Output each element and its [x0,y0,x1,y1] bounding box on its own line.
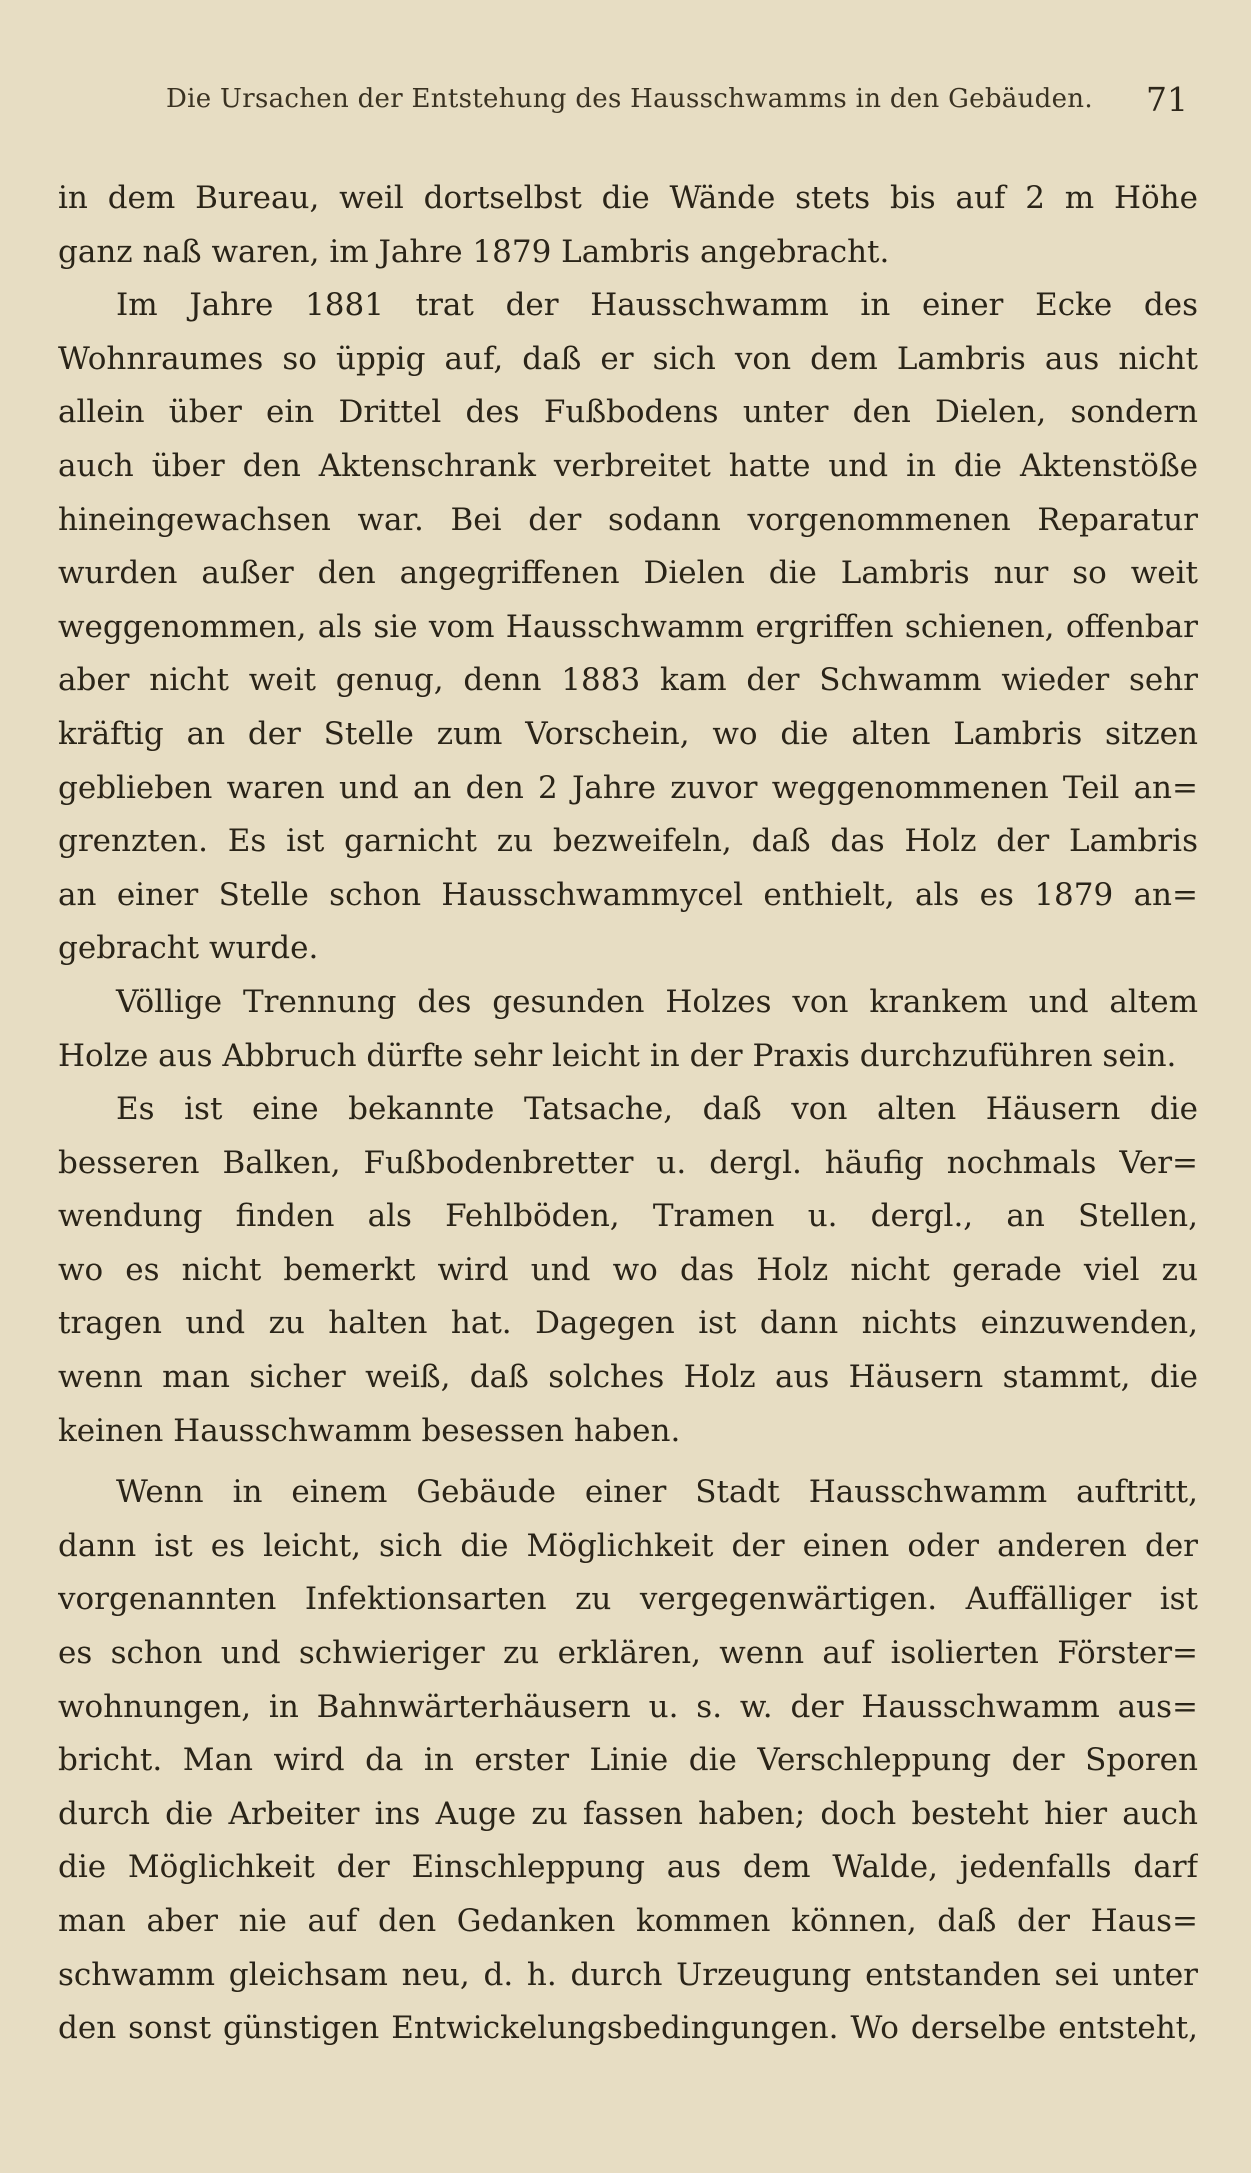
text-line: an einer Stelle schon Hausschwammycel enthielt, als es 1879 an= [58,876,1198,913]
text-line: Es ist eine bekannte Tatsache, daß von alten Häusern die [116,1091,1198,1128]
paragraph [58,1083,1198,1458]
paragraph [58,976,1198,1083]
text-line: wohnungen, in Bahnwärterhäusern u. s. w. der Hausschwamm aus= [58,1688,1198,1725]
paragraph-gap [58,1458,1198,1466]
body-text [58,172,1198,2056]
text-line: gebracht wurde. [58,930,319,967]
text-line: man aber nie auf den Gedanken kommen können, daß der Haus= [58,1903,1198,1939]
text-line: hineingewachsen war. Bei der sodann vorgenommenen Reparatur [58,501,1198,538]
text-line: auch über den Aktenschrank verbreitet hatte und in die Aktenstöße [58,447,1198,484]
text-line: den sonst günstigen Entwickelungsbedingungen. Wo derselbe entsteht, [58,2010,1198,2047]
text-line: ganz naß waren, im Jahre 1879 Lambris angebracht. [58,233,890,270]
text-line: es schon und schwieriger zu erklären, wenn auf isolierten Förster= [58,1635,1198,1672]
text-line: die Möglichkeit der Einschleppung aus dem Walde, jedenfalls darf [58,1849,1198,1886]
text-line: wo es nicht bemerkt wird und wo das Holz nicht gerade viel zu [58,1251,1198,1288]
paragraph [58,279,1198,976]
text-line: in dem Bureau, weil dortselbst die Wände stets bis auf 2 m Höhe [58,180,1198,216]
text-line: wurden außer den angegriffenen Dielen die Lambris nur so weit [58,555,1198,592]
text-line: geblieben waren und an den 2 Jahre zuvor weggenommenen Teil an= [58,769,1198,806]
page-number: 71 [1146,80,1188,119]
text-line: kräftig an der Stelle zum Vorschein, wo die alten Lambris sitzen [58,715,1198,752]
running-title: Die Ursachen der Entstehung des Hausschwamms in den Gebäuden. [166,84,1093,114]
paragraph [58,172,1198,279]
text-line: schwamm gleichsam neu, d. h. durch Urzeugung entstanden sei unter [58,1956,1198,1993]
text-line: grenzten. Es ist garnicht zu bezweifeln, daß das Holz der Lambris [58,823,1198,860]
text-line: Wohnraumes so üppig auf, daß er sich von dem Lambris aus nicht [58,340,1198,377]
text-line: weggenommen, als sie vom Hausschwamm ergriffen schienen, offenbar [58,608,1198,645]
text-line: dann ist es leicht, sich die Möglichkeit der einen oder anderen der [58,1527,1198,1564]
text-line: durch die Arbeiter ins Auge zu fassen haben; doch besteht hier auch [58,1795,1198,1832]
paragraph [58,1466,1198,2056]
text-line: wendung finden als Fehlböden, Tramen u. dergl., an Stellen, [58,1198,1198,1235]
text-line: Völlige Trennung des gesunden Holzes von krankem und altem [116,983,1198,1020]
text-line: allein über ein Drittel des Fußbodens unter den Dielen, sondern [58,394,1198,431]
text-line: tragen und zu halten hat. Dagegen ist dann nichts einzuwenden, [58,1305,1198,1342]
text-line: Wenn in einem Gebäude einer Stadt Hausschwamm auftritt, [116,1474,1198,1511]
text-line: besseren Balken, Fußbodenbretter u. dergl. häufig nochmals Ver= [58,1144,1198,1181]
text-line: vorgenannten Infektionsarten zu vergegenwärtigen. Auffälliger ist [58,1581,1198,1618]
text-line: aber nicht weit genug, denn 1883 kam der Schwamm wieder sehr [58,662,1198,699]
text-line: bricht. Man wird da in erster Linie die Verschleppung der Sporen [58,1742,1198,1779]
text-line: Holze aus Abbruch dürfte sehr leicht in der Praxis durchzuführen sein. [58,1037,1177,1074]
text-line: wenn man sicher weiß, daß solches Holz aus Häusern stammt, die [58,1359,1198,1396]
text-line: keinen Hausschwamm besessen haben. [58,1412,681,1449]
running-header [58,80,1188,128]
text-line: Im Jahre 1881 trat der Hausschwamm in einer Ecke des [116,287,1198,324]
